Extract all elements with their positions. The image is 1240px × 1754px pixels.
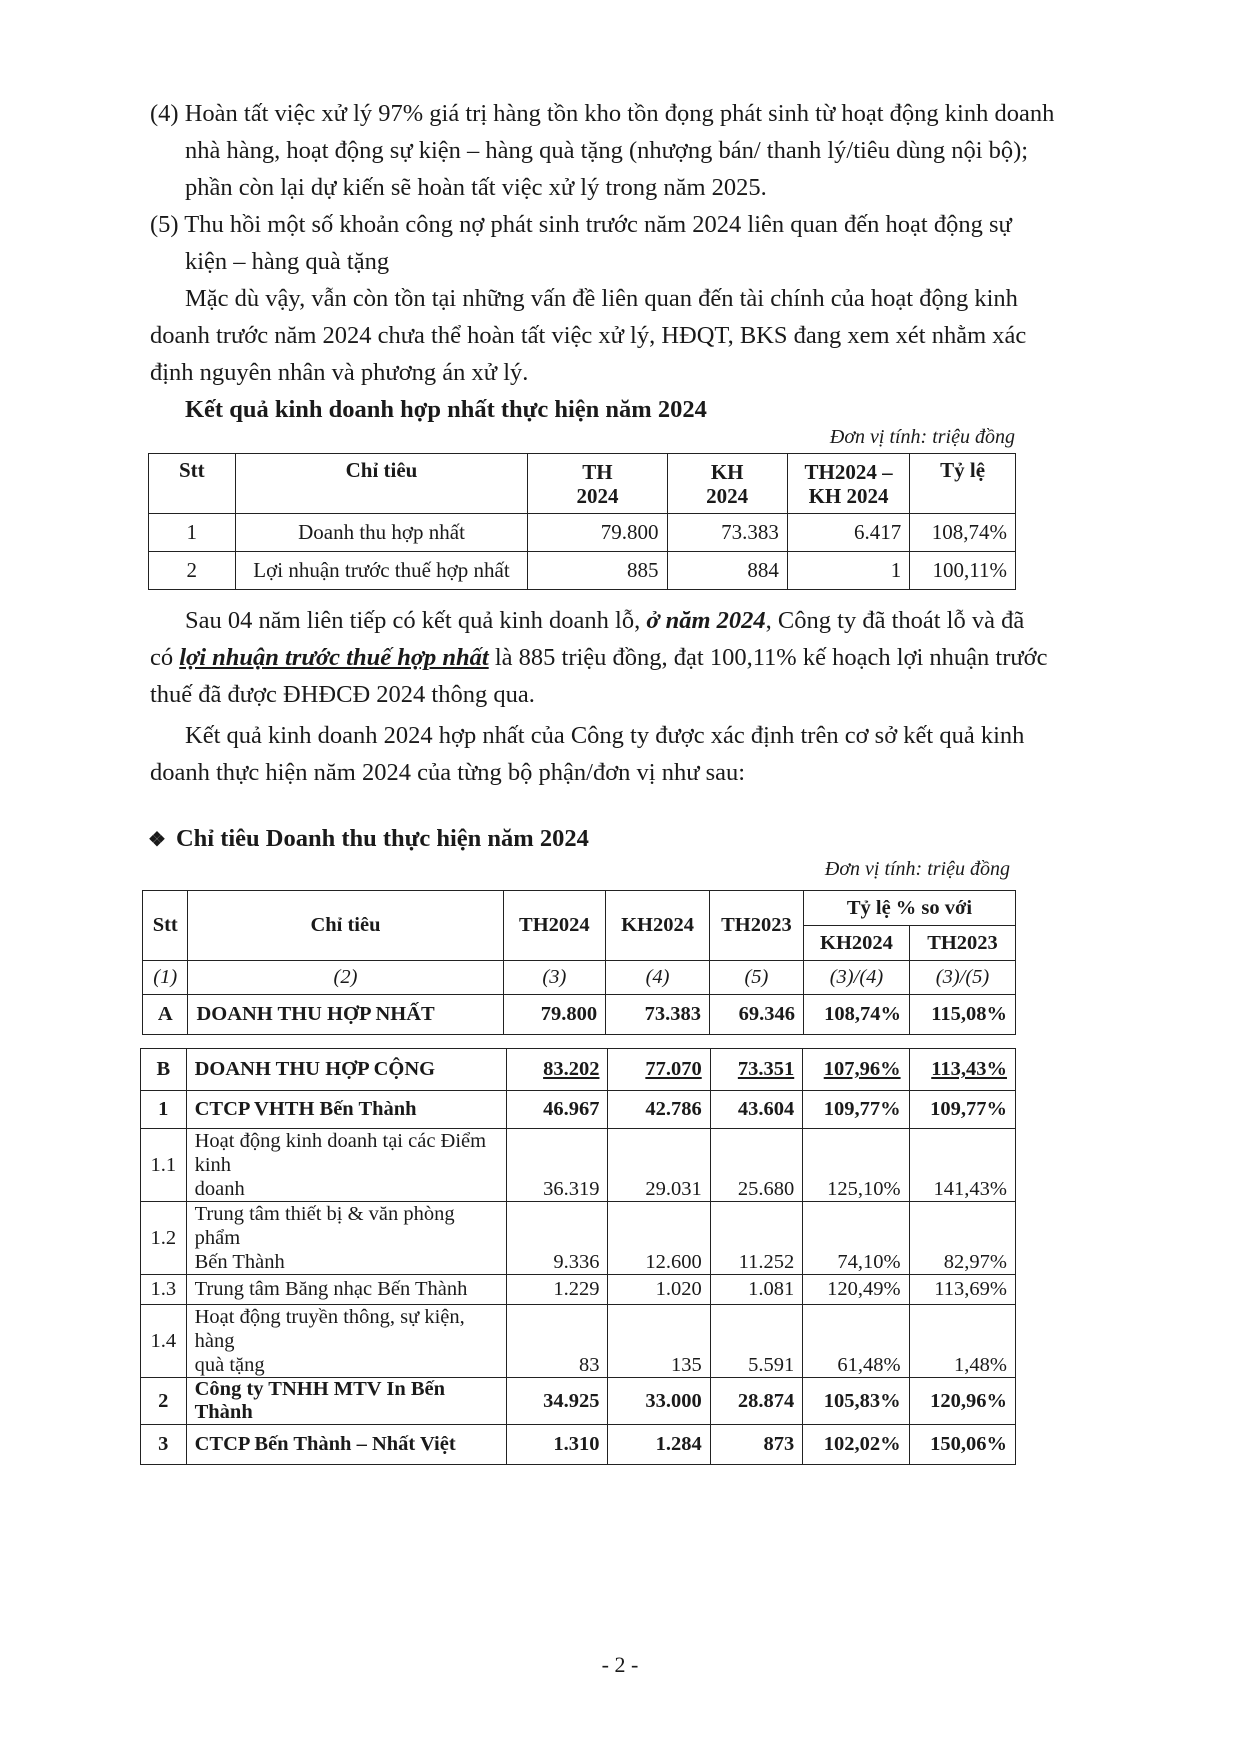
cell-th2024: (3) <box>503 961 606 995</box>
cell-th2023: 73.351 <box>737 1058 795 1080</box>
table-row <box>149 514 1016 552</box>
cell-kh2024: 33.000 <box>608 1378 710 1425</box>
cell-stt: 2 <box>149 552 236 590</box>
header-stt: Stt <box>149 454 236 514</box>
cell-th2023: 5.591 <box>710 1305 803 1378</box>
cell-r2: 113,43% <box>931 1058 1007 1080</box>
header-ratio-th2023: TH2023 <box>910 926 1016 961</box>
cell-stt: 3 <box>141 1425 187 1465</box>
item4-line3: phần còn lại dự kiến sẽ hoàn tất việc xử lý trong năm 2025. <box>185 174 767 201</box>
cell-kh2024: 135 <box>608 1305 710 1378</box>
cell-stt: B <box>141 1049 187 1091</box>
cell-r1: 61,48% <box>803 1305 909 1378</box>
cell-kh: 884 <box>667 552 787 590</box>
cell-r2: 113,69% <box>909 1275 1015 1305</box>
row-aggregated-revenue <box>141 1049 1016 1091</box>
table2-unit: Đơn vị tính: triệu đồng <box>824 858 1010 880</box>
cell-r2: (3)/(5) <box>910 961 1016 995</box>
header-chitieu: Chỉ tiêu <box>235 454 528 514</box>
cell-kh2024: 1.020 <box>608 1275 710 1305</box>
table-row <box>141 1305 1016 1378</box>
cell-th2024: 83.202 <box>543 1058 600 1080</box>
cell-r1: 102,02% <box>803 1425 909 1465</box>
table-row <box>141 1378 1016 1425</box>
cell-kh: 73.383 <box>667 514 787 552</box>
table-row <box>141 1091 1016 1129</box>
cell-th2024: 1.229 <box>507 1275 608 1305</box>
cell-r1: 120,49% <box>803 1275 909 1305</box>
cell-stt: 1.1 <box>141 1129 187 1202</box>
header-chitieu: Chỉ tiêu <box>188 891 503 961</box>
table1-unit: Đơn vị tính: triệu đồng <box>829 426 1015 448</box>
cell-th2023: 25.680 <box>710 1129 803 1202</box>
after-line1: Sau 04 năm liên tiếp có kết quả kinh doanh lỗ, ở năm 2024, Công ty đã thoát lỗ và đã <box>185 607 1025 634</box>
cell-r2: 82,97% <box>909 1202 1015 1275</box>
header-diff: TH2024 – KH 2024 <box>787 454 909 514</box>
cell-name: Công ty TNHH MTV In Bến Thành <box>186 1378 507 1425</box>
cell-th2024: 36.319 <box>507 1129 608 1202</box>
cell-kh2024: 29.031 <box>608 1129 710 1202</box>
cell-kh2024: 73.383 <box>606 995 710 1035</box>
cell-r2: 115,08% <box>910 995 1016 1035</box>
cell-ratio: 108,74% <box>910 514 1016 552</box>
cell-name: DOANH THU HỢP CỘNG <box>186 1049 507 1091</box>
cell-name: DOANH THU HỢP NHẤT <box>188 995 503 1035</box>
cell-stt: (1) <box>143 961 188 995</box>
cell-kh2024: (4) <box>606 961 710 995</box>
cell-th2023: 43.604 <box>710 1091 803 1129</box>
diamond-bullet-icon: ❖ <box>148 829 166 851</box>
cell-diff: 1 <box>787 552 909 590</box>
cell-r1: 107,96% <box>823 1058 901 1080</box>
table-row <box>141 1425 1016 1465</box>
cell-stt: 2 <box>141 1378 187 1425</box>
revenue-table-header <box>142 890 1016 1035</box>
cell-r2: 1,48% <box>909 1305 1015 1378</box>
cell-kh2024: 77.070 <box>645 1058 702 1080</box>
cell-th2023: (5) <box>709 961 803 995</box>
header-stt: Stt <box>143 891 188 961</box>
after-line3: thuế đã được ĐHĐCĐ 2024 thông qua. <box>150 681 535 708</box>
cell-r1: 74,10% <box>803 1202 909 1275</box>
cell-r2: 109,77% <box>909 1091 1015 1129</box>
cell-diff: 6.417 <box>787 514 909 552</box>
table-row <box>141 1275 1016 1305</box>
header-th2024: TH2024 <box>503 891 606 961</box>
header-kh2024: KH 2024 <box>667 454 787 514</box>
cell-name: Lợi nhuận trước thuế hợp nhất <box>235 552 528 590</box>
cell-th2023: 28.874 <box>710 1378 803 1425</box>
cell-th: 885 <box>528 552 667 590</box>
cell-r2: 150,06% <box>909 1425 1015 1465</box>
cell-name: Hoạt động kinh doanh tại các Điểm kinh doanh <box>186 1129 507 1202</box>
cell-th2024: 83 <box>507 1305 608 1378</box>
cell-th2023: 11.252 <box>710 1202 803 1275</box>
basis-line2: doanh thực hiện năm 2024 của từng bộ phận/đơn vị như sau: <box>150 759 746 786</box>
item4-line1: (4) Hoàn tất việc xử lý 97% giá trị hàng tồn kho tồn đọng phát sinh từ hoạt động kinh doanh <box>150 100 1055 127</box>
cell-kh2024: 1.284 <box>608 1425 710 1465</box>
header-ratio: Tỷ lệ <box>910 454 1016 514</box>
table1-header-row <box>149 454 1016 514</box>
however-line3: định nguyên nhân và phương án xử lý. <box>150 359 529 386</box>
cell-th2024: 1.310 <box>507 1425 608 1465</box>
cell-name: Trung tâm thiết bị & văn phòng phẩm Bến Thành <box>186 1202 507 1275</box>
cell-r2: 141,43% <box>909 1129 1015 1202</box>
header-kh2024: KH2024 <box>606 891 710 961</box>
cell-ratio: 100,11% <box>910 552 1016 590</box>
row-consolidated-revenue <box>143 995 1016 1035</box>
cell-th2023: 1.081 <box>710 1275 803 1305</box>
cell-th2024: 79.800 <box>503 995 606 1035</box>
cell-stt: 1.2 <box>141 1202 187 1275</box>
header-ratio-kh2024: KH2024 <box>803 926 909 961</box>
page-number: - 2 - <box>601 1652 639 1677</box>
cell-stt: 1.4 <box>141 1305 187 1378</box>
cell-th2023: 69.346 <box>709 995 803 1035</box>
table-row <box>141 1129 1016 1202</box>
cell-th2024: 34.925 <box>507 1378 608 1425</box>
however-line1: Mặc dù vậy, vẫn còn tồn tại những vấn đề liên quan đến tài chính của hoạt động kinh <box>185 285 1018 312</box>
cell-name: Hoạt động truyền thông, sự kiện, hàng quà tặng <box>186 1305 507 1378</box>
cell-kh2024: 42.786 <box>608 1091 710 1129</box>
cell-th2023: 873 <box>710 1425 803 1465</box>
cell-r1: 125,10% <box>803 1129 909 1202</box>
cell-stt: 1.3 <box>141 1275 187 1305</box>
basis-line1: Kết quả kinh doanh 2024 hợp nhất của Công ty được xác định trên cơ sở kết quả kinh <box>185 722 1025 749</box>
table1-title: Kết quả kinh doanh hợp nhất thực hiện năm 2024 <box>185 396 707 423</box>
after-line2: có lợi nhuận trước thuế hợp nhất là 885 triệu đồng, đạt 100,11% kế hoạch lợi nhuận trước <box>150 644 1048 671</box>
cell-stt: 1 <box>149 514 236 552</box>
cell-name: Doanh thu hợp nhất <box>235 514 528 552</box>
cell-r1: 108,74% <box>803 995 909 1035</box>
header-th2023: TH2023 <box>709 891 803 961</box>
cell-kh2024: 12.600 <box>608 1202 710 1275</box>
cell-stt: A <box>143 995 188 1035</box>
cell-th2024: 9.336 <box>507 1202 608 1275</box>
table-row <box>141 1202 1016 1275</box>
cell-name: Trung tâm Băng nhạc Bến Thành <box>186 1275 507 1305</box>
cell-th2024: 46.967 <box>507 1091 608 1129</box>
cell-r1: (3)/(4) <box>803 961 909 995</box>
cell-r1: 105,83% <box>803 1378 909 1425</box>
cell-name: (2) <box>188 961 503 995</box>
table2-header-row <box>143 891 1016 926</box>
header-ratio-group: Tỷ lệ % so với <box>803 891 1015 926</box>
table-row <box>149 552 1016 590</box>
revenue-table-detail <box>140 1048 1016 1465</box>
cell-stt: 1 <box>141 1091 187 1129</box>
however-line2: doanh trước năm 2024 chưa thể hoàn tất việc xử lý, HĐQT, BKS đang xem xét nhằm xác <box>150 322 1027 349</box>
cell-name: CTCP VHTH Bến Thành <box>186 1091 507 1129</box>
table2-title: ❖ Chỉ tiêu Doanh thu thực hiện năm 2024 <box>148 825 589 852</box>
cell-name: CTCP Bến Thành – Nhất Việt <box>186 1425 507 1465</box>
cell-r2: 120,96% <box>909 1378 1015 1425</box>
header-th2024: TH 2024 <box>528 454 667 514</box>
item5-line1: (5) Thu hồi một số khoản công nợ phát sinh trước năm 2024 liên quan đến hoạt động sự <box>150 211 1012 238</box>
cell-th: 79.800 <box>528 514 667 552</box>
item5-line2: kiện – hàng quà tặng <box>185 248 390 275</box>
consolidated-results-table <box>148 453 1016 590</box>
item4-line2: nhà hàng, hoạt động sự kiện – hàng quà tặng (nhượng bán/ thanh lý/tiêu dùng nội bộ); <box>185 137 1029 164</box>
index-row <box>143 961 1016 995</box>
cell-r1: 109,77% <box>803 1091 909 1129</box>
